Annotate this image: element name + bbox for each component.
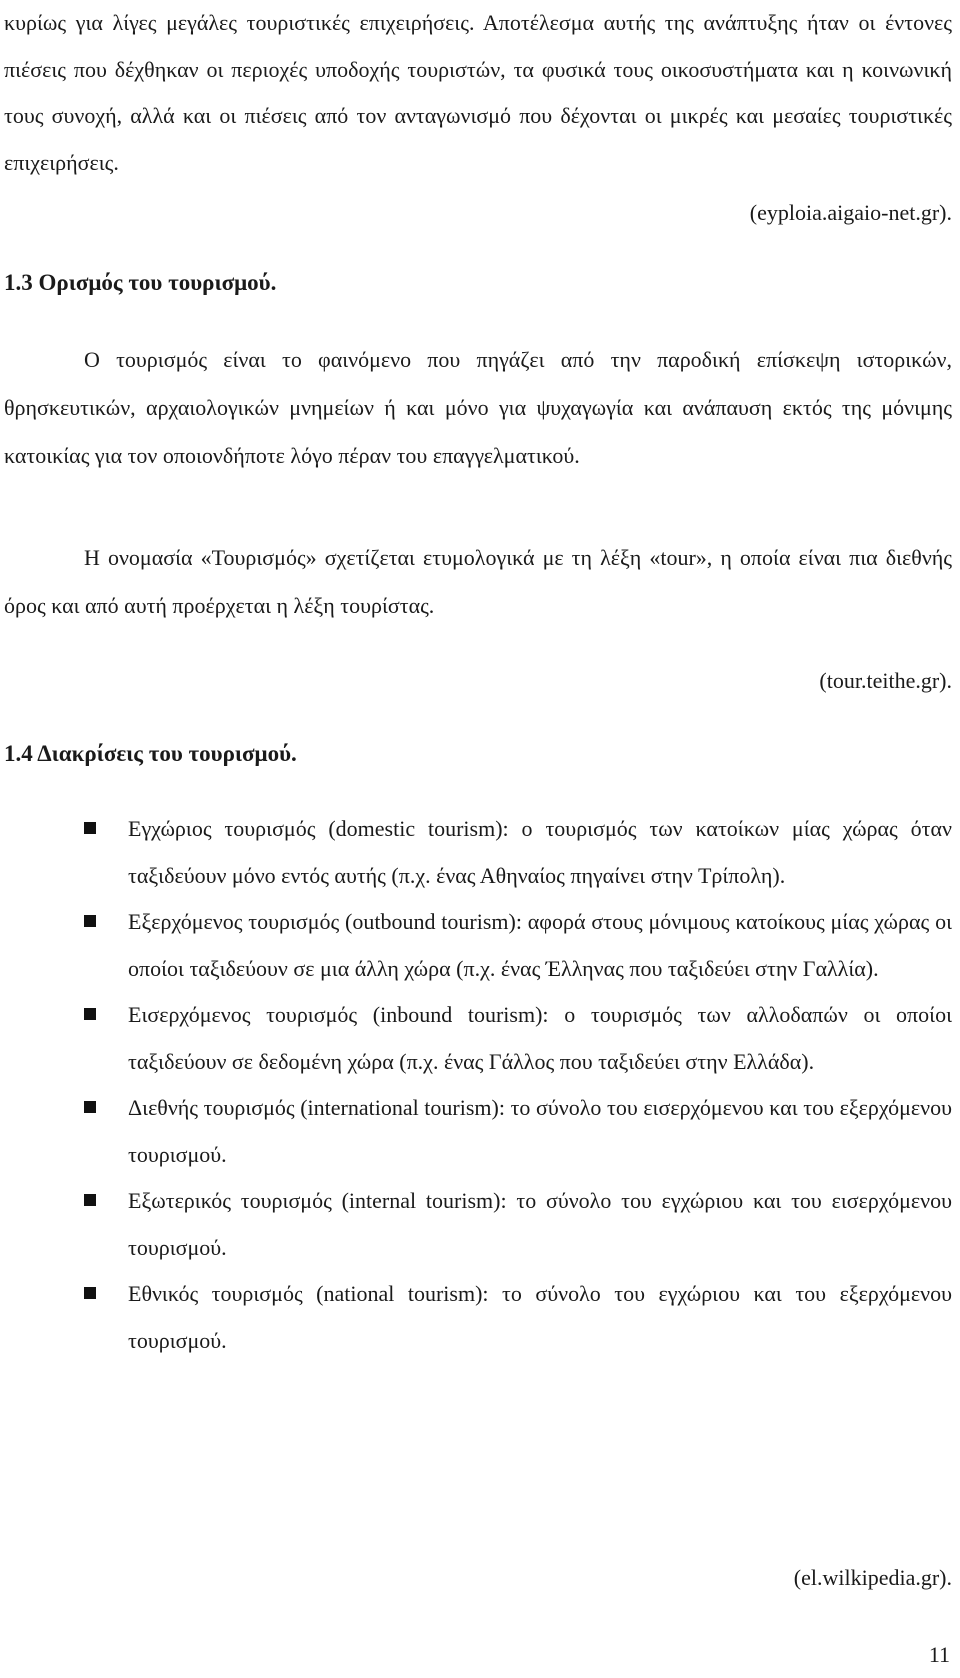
tourism-types-list <box>0 806 960 1364</box>
list-item-text: Εξερχόμενος τουρισμός (outbound tourism): αφορά στους μόνιμους κατοίκους μίας χώρας οι οποίοι ταξιδεύουν σε μια άλλη χώρα (π.χ. ένας Έλληνας που ταξιδεύει στην Γαλλία). <box>128 909 952 981</box>
square-bullet-icon <box>84 1008 96 1020</box>
list-item-national <box>0 1271 960 1364</box>
square-bullet-icon <box>84 1194 96 1206</box>
section-heading-1-3: 1.3 Ορισμός του τουρισμού. <box>4 270 277 295</box>
intro-paragraph: κυρίως για λίγες μεγάλες τουριστικές επιχειρήσεις. Αποτέλεσμα αυτής της ανάπτυξης ήταν οι έντονες πιέσεις που δέχθηκαν οι περιοχές υποδοχής τουριστών, τα φυσικά τους οικοσυστήματα και η κοινωνική τους συνοχή, αλλά και οι πιέσεις από τον ανταγωνισμό που δέχονται οι μικρές και μεσαίες τουριστικές επιχειρήσεις. <box>4 10 952 175</box>
square-bullet-icon <box>84 1287 96 1299</box>
list-item-outbound <box>0 899 960 992</box>
etymology-paragraph: Η ονομασία «Τουρισμός» σχετίζεται ετυμολογικά με τη λέξη «tour», η οποία είναι πια διεθνής όρος και από αυτή προέρχεται η λέξη τουρίστας. <box>4 545 952 618</box>
list-item-domestic <box>0 806 960 899</box>
square-bullet-icon <box>84 822 96 834</box>
list-item-inbound <box>0 992 960 1085</box>
list-item-text: Εξωτερικός τουρισμός (internal tourism): το σύνολο του εγχώριου και του εισερχόμενου τουρισμού. <box>128 1188 952 1260</box>
list-item-internal <box>0 1178 960 1271</box>
list-item-international <box>0 1085 960 1178</box>
square-bullet-icon <box>84 915 96 927</box>
square-bullet-icon <box>84 1101 96 1113</box>
definition-paragraph: Ο τουρισμός είναι το φαινόμενο που πηγάζει από την παροδική επίσκεψη ιστορικών, θρησκευτικών, αρχαιολογικών μνημείων ή και μόνο για ψυχαγωγία και ανάπαυση εκτός της μόνιμης κατοικίας για τον οποιονδήποτε λόγο πέραν του επαγγελματικού. <box>4 347 952 468</box>
page-number: 11 <box>928 1642 950 1667</box>
list-item-text: Εθνικός τουρισμός (national tourism): το σύνολο του εγχώριου και του εξερχόμενου τουρισμού. <box>128 1281 952 1353</box>
list-item-text: Διεθνής τουρισμός (international tourism): το σύνολο του εισερχόμενου και του εξερχόμενου τουρισμού. <box>128 1095 952 1167</box>
citation-tour-teithe: (tour.teithe.gr). <box>819 668 952 693</box>
citation-wikipedia: (el.wilkipedia.gr). <box>793 1565 952 1590</box>
list-item-text: Εγχώριος τουρισμός (domestic tourism): ο τουρισμός των κατοίκων μίας χώρας όταν ταξιδεύουν μόνο εντός αυτής (π.χ. ένας Αθηναίος πηγαίνει στην Τρίπολη). <box>128 816 952 888</box>
citation-eyploia: (eyploia.aigaio-net.gr). <box>749 200 952 225</box>
section-heading-1-4: 1.4 Διακρίσεις του τουρισμού. <box>4 741 297 766</box>
list-item-text: Εισερχόμενος τουρισμός (inbound tourism): ο τουρισμός των αλλοδαπών οι οποίοι ταξιδεύουν σε δεδομένη χώρα (π.χ. ένας Γάλλος που ταξιδεύει στην Ελλάδα). <box>128 1002 952 1074</box>
